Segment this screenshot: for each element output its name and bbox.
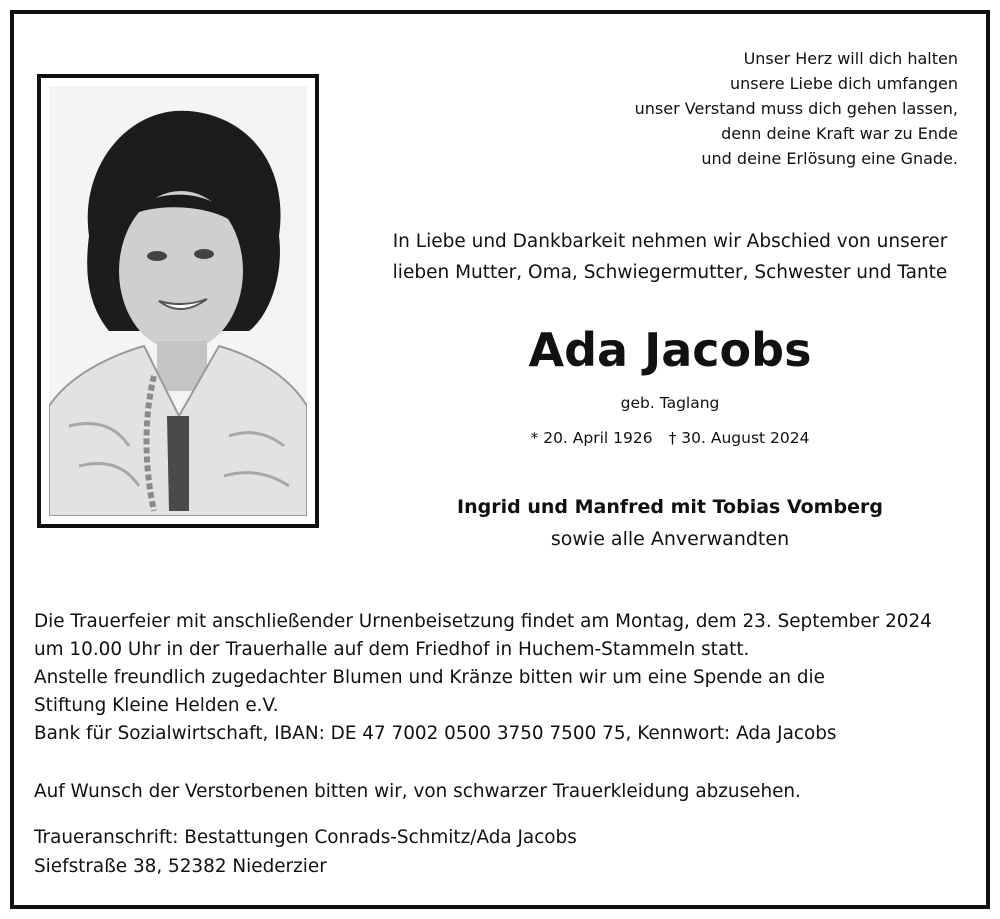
details-line: Bank für Sozialwirtschaft, IBAN: DE 47 7002 0500 3750 7500 75, Kennwort: Ada Jacobs xyxy=(34,723,837,744)
intro-line-1: In Liebe und Dankbarkeit nehmen wir Abschied von unserer xyxy=(392,231,948,252)
portrait-frame xyxy=(37,74,319,528)
poem-line: unsere Liebe dich umfangen xyxy=(730,74,958,93)
poem-line: unser Verstand muss dich gehen lassen, xyxy=(634,99,958,118)
details-line: um 10.00 Uhr in der Trauerhalle auf dem Friedhof in Huchem-Stammeln statt. xyxy=(34,639,750,660)
life-dates xyxy=(340,426,1000,450)
poem-line: denn deine Kraft war zu Ende xyxy=(721,124,958,143)
birth-name: geb. Taglang xyxy=(620,394,720,412)
poem-line: und deine Erlösung eine Gnade. xyxy=(701,149,958,168)
details-line: Anstelle freundlich zugedachter Blumen und Kränze bitten wir um eine Spende an die xyxy=(34,667,825,688)
ceremony-details xyxy=(34,608,984,748)
mourning-family: Ingrid und Manfred mit Tobias Vomberg xyxy=(457,496,883,518)
intro-line-2: lieben Mutter, Oma, Schwiegermutter, Schwester und Tante xyxy=(392,262,948,283)
intro-text xyxy=(340,226,1000,288)
details-line: Stiftung Kleine Helden e.V. xyxy=(34,695,279,716)
mourning-address xyxy=(34,823,984,881)
details-line: Die Trauerfeier mit anschließender Urnenbeisetzung findet am Montag, dem 23. September 2024 xyxy=(34,611,932,632)
death-date: † 30. August 2024 xyxy=(668,429,810,447)
birth-date: * 20. April 1926 xyxy=(530,429,653,447)
mourning-relatives: sowie alle Anverwandten xyxy=(550,528,790,550)
poem xyxy=(538,46,958,171)
portrait-photo xyxy=(49,86,307,516)
poem-line: Unser Herz will dich halten xyxy=(743,49,958,68)
address-line-1: Traueranschrift: Bestattungen Conrads-Schmitz/Ada Jacobs xyxy=(34,827,577,848)
dress-code-wish: Auf Wunsch der Verstorbenen bitten wir, von schwarzer Trauerkleidung abzusehen. xyxy=(34,781,801,802)
portrait-image xyxy=(49,86,307,516)
address-line-2: Siefstraße 38, 52382 Niederzier xyxy=(34,856,327,877)
deceased-name: Ada Jacobs xyxy=(528,323,812,377)
